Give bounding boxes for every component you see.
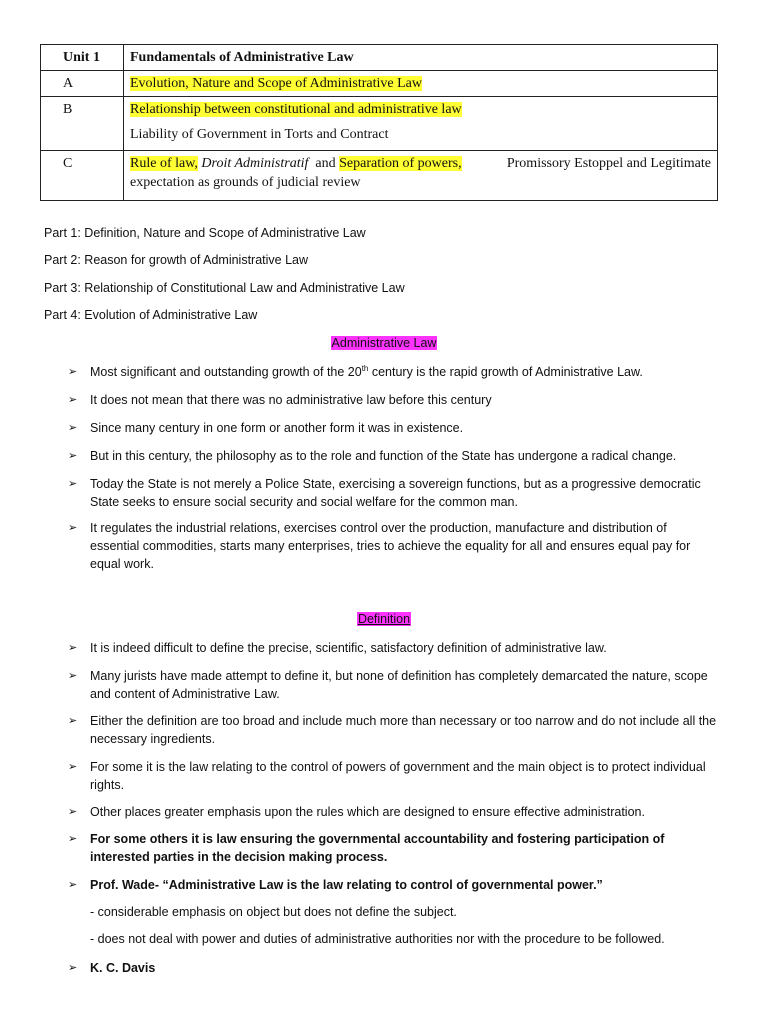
table-row (41, 151, 718, 201)
list-item: ➢ Prof. Wade- “Administrative Law is the law relating to control of governmental power.” (68, 878, 603, 892)
list-item: ➢ Many jurists have made attempt to define it, but none of definition has completely demarcated the nature, scope and content of Administrative Law. (68, 669, 708, 701)
arrow-bullet-icon: ➢ (68, 422, 78, 434)
unit-title: Fundamentals of Administrative Law (124, 45, 718, 71)
highlighted-text: Rule of law, (130, 156, 198, 171)
arrow-bullet-icon: ➢ (68, 522, 78, 534)
arrow-bullet-icon: ➢ (68, 833, 78, 845)
arrow-bullet-icon: ➢ (68, 806, 78, 818)
arrow-bullet-icon: ➢ (68, 366, 78, 378)
arrow-bullet-icon: ➢ (68, 879, 78, 891)
row-text: Liability of Government in Torts and Contract (130, 127, 389, 142)
italic-text: Droit Administratif (201, 156, 309, 171)
arrow-bullet-icon: ➢ (68, 394, 78, 406)
row-label: B (41, 97, 124, 151)
table-row (41, 71, 718, 97)
section-heading: Administrative Law (331, 336, 437, 350)
list-item: ➢ For some it is the law relating to the control of powers of government and the main object is to protect individual rights. (68, 760, 706, 792)
row-label: C (41, 151, 124, 201)
table-header-row (41, 45, 718, 71)
sub-point: - does not deal with power and duties of administrative authorities nor with the procedure to be followed. (90, 932, 665, 946)
row-label: A (41, 71, 124, 97)
highlighted-text: Evolution, Nature and Scope of Administrative Law (130, 76, 422, 91)
list-item: ➢ It regulates the industrial relations, exercises control over the production, manufacture and distribution of essential commodities, starts many enterprises, tries to achieve the equality for all and ensures equal pay for equal work. (68, 521, 691, 571)
arrow-bullet-icon: ➢ (68, 962, 78, 974)
row-content (124, 97, 718, 151)
syllabus-table (40, 44, 718, 201)
arrow-bullet-icon: ➢ (68, 450, 78, 462)
part-line: Part 1: Definition, Nature and Scope of Administrative Law (44, 226, 366, 240)
list-item: ➢ For some others it is law ensuring the governmental accountability and fostering participation of interested parties in the decision making process. (68, 832, 665, 864)
list-item: ➢ It does not mean that there was no administrative law before this century (68, 393, 492, 407)
arrow-bullet-icon: ➢ (68, 761, 78, 773)
arrow-bullet-icon: ➢ (68, 715, 78, 727)
list-item: ➢ But in this century, the philosophy as to the role and function of the State has undergone a radical change. (68, 449, 677, 463)
section-heading: Definition (357, 612, 411, 626)
unit-label: Unit 1 (41, 45, 124, 71)
list-item: ➢ Since many century in one form or another form it was in existence. (68, 421, 464, 435)
part-line: Part 4: Evolution of Administrative Law (44, 308, 258, 322)
highlighted-text: Separation of powers, (339, 156, 462, 171)
list-item: ➢ K. C. Davis (68, 961, 156, 975)
list-item: ➢ Other places greater emphasis upon the rules which are designed to ensure effective administration. (68, 805, 645, 819)
table-row (41, 97, 718, 151)
row-text: expectation as grounds of judicial review (130, 175, 361, 190)
row-content (124, 151, 718, 201)
list-item: ➢ Most significant and outstanding growth of the 20th century is the rapid growth of Administrative Law. (68, 363, 643, 379)
list-item: ➢ It is indeed difficult to define the precise, scientific, satisfactory definition of administrative law. (68, 641, 607, 655)
row-text: Promissory Estoppel and Legitimate (506, 156, 711, 171)
row-text: and (315, 156, 336, 171)
arrow-bullet-icon: ➢ (68, 670, 78, 682)
row-content (124, 71, 718, 97)
highlighted-text: Relationship between constitutional and administrative law (130, 102, 462, 117)
list-item: ➢ Today the State is not merely a Police State, exercising a sovereign functions, but as a progressive democratic State seeks to ensure social security and social welfare for the common man. (68, 477, 701, 509)
arrow-bullet-icon: ➢ (68, 478, 78, 490)
sub-point: - considerable emphasis on object but does not define the subject. (90, 905, 457, 919)
list-item: ➢ Either the definition are too broad and include much more than necessary or too narrow and do not include all the necessary ingredients. (68, 714, 717, 746)
part-line: Part 2: Reason for growth of Administrative Law (44, 253, 309, 267)
arrow-bullet-icon: ➢ (68, 642, 78, 654)
part-line: Part 3: Relationship of Constitutional Law and Administrative Law (44, 281, 405, 295)
